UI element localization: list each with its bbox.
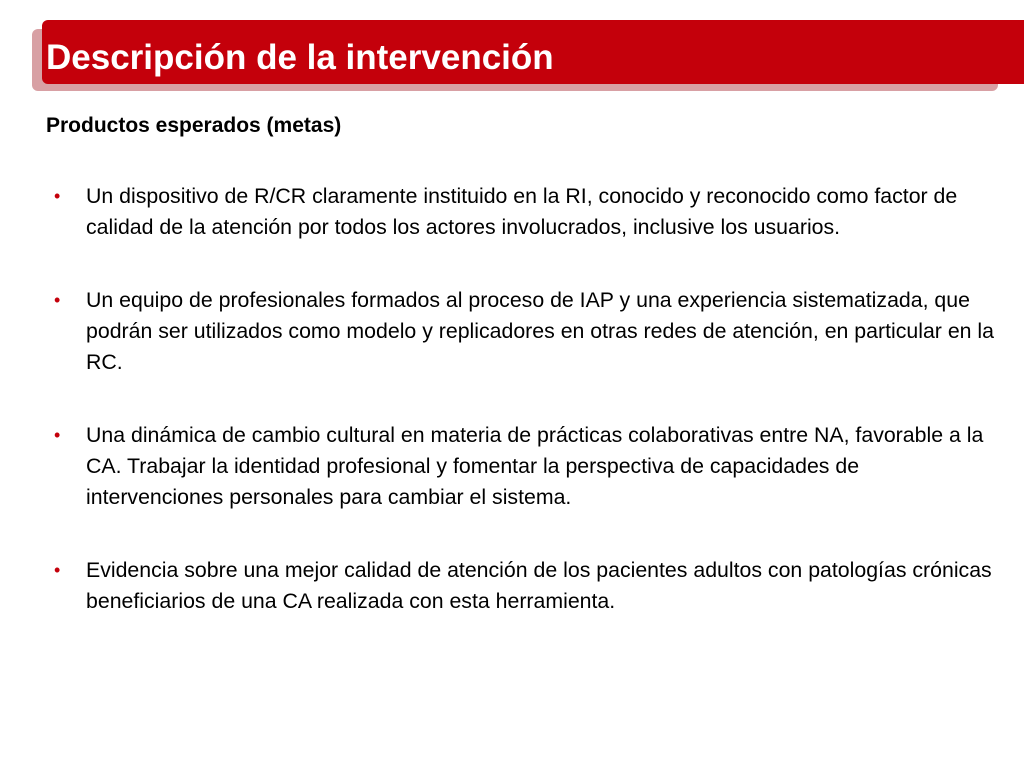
bullet-icon: • [54, 425, 61, 445]
bullet-item [46, 555, 996, 617]
bullet-item [46, 285, 996, 378]
bullet-item [46, 181, 996, 243]
bullet-icon: • [54, 560, 61, 580]
bullet-list [46, 181, 996, 659]
bullet-text: Evidencia sobre una mejor calidad de atención de los pacientes adultos con patologías crónicas beneficiarios de una CA realizada con esta herramienta. [86, 558, 992, 613]
bullet-text: Un equipo de profesionales formados al proceso de IAP y una experiencia sistematizada, que podrán ser utilizados como modelo y replicadores en otras redes de atención, en particular en la RC. [86, 288, 994, 374]
bullet-icon: • [54, 186, 61, 206]
bullet-text: Un dispositivo de R/CR claramente instituido en la RI, conocido y reconocido como factor de calidad de la atención por todos los actores involucrados, inclusive los usuarios. [86, 184, 958, 239]
bullet-item [46, 420, 996, 513]
bullet-text: Una dinámica de cambio cultural en materia de prácticas colaborativas entre NA, favorable a la CA. Trabajar la identidad profesional y fomentar la perspectiva de capacidades de intervenciones personales para cambiar el sistema. [86, 423, 984, 509]
section-subtitle: Productos esperados (metas) [46, 114, 342, 137]
bullet-icon: • [54, 290, 61, 310]
slide-title: Descripción de la intervención [46, 38, 554, 77]
